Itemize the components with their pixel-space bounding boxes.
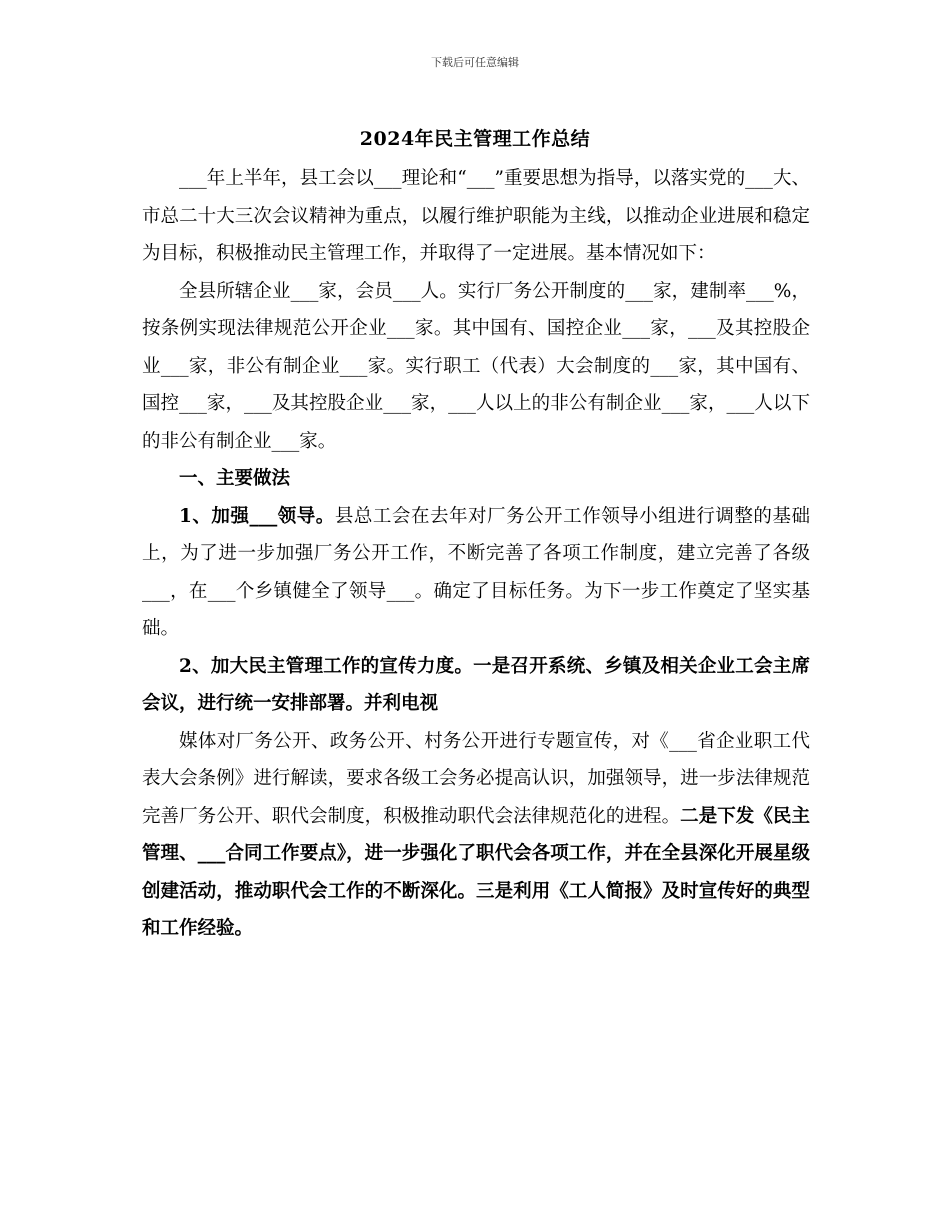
page-header: 下载后可任意编辑 bbox=[431, 56, 519, 69]
document-body bbox=[142, 160, 810, 948]
paragraph-intro: ___年上半年，县工会以___理论和“___”重要思想为指导，以落实党的___大、市总二十大三次会议精神为重点，以履行维护职能为主线，以推动企业进展和稳定为目标，积极推动民主管理工作，并取得了一定进展。基本情况如下： bbox=[142, 168, 810, 264]
item-1-lead: 1、加强___领导。 bbox=[179, 505, 335, 527]
item-1-text: 县总工会在去年对厂务公开工作领导小组进行调整的基础上，为了进一步加强厂务公开工作，不断完善了各项工作制度，建立完善了各级___，在___个乡镇健全了领导___。确定了目标任务。为下一步工作奠定了坚实基础。 bbox=[142, 505, 810, 639]
paragraph-item-1 bbox=[142, 498, 810, 648]
item-2-text: 媒体对厂务公开、政务公开、村务公开进行专题宣传，对《___省企业职工代表大会条例》进行解读，要求各级工会务必提高认识，加强领导，进一步法律规范完善厂务公开、职代会制度，积极推动职代会法律规范化的进程。 bbox=[142, 730, 810, 827]
paragraph-item-2: 2、加大民主管理工作的宣传力度。一是召开系统、乡镇及相关企业工会主席会议，进行统一安排部署。并利电视 bbox=[142, 655, 810, 714]
paragraph-basic-stats: 全县所辖企业___家，会员___人。实行厂务公开制度的___家，建制率___%，按条例实现法律规范公开企业___家。其中国有、国控企业___家，___及其控股企业___家，非公有制企业___家。实行职工（代表）大会制度的___家，其中国有、国控___家，___及其控股企业___家，___人以上的非公有制企业___家，___人以下的非公有制企业___家。 bbox=[142, 280, 810, 452]
section-heading-main-practices: 一、主要做法 bbox=[179, 468, 291, 489]
paragraph-item-2-continued bbox=[142, 723, 810, 948]
document-title: 2024年民主管理工作总结 bbox=[359, 128, 591, 150]
item-2-tail-bold: 二是下发《民主管理、___合同工作要点》，进一步强化了职代会各项工作，并在全县深化开展星级创建活动，推动职代会工作的不断深化。三是利用《工人简报》及时宣传好的典型和工作经验。 bbox=[142, 805, 810, 939]
